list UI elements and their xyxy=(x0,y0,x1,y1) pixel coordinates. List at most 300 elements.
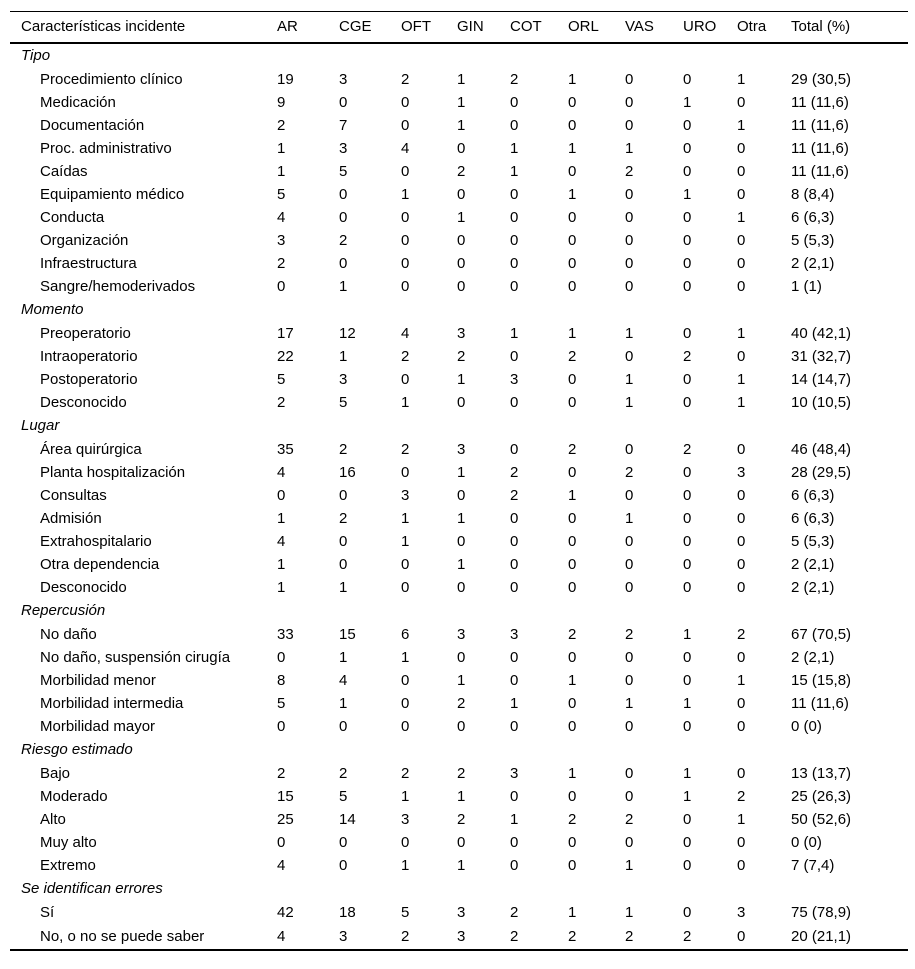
count-cell: 3 xyxy=(457,924,510,950)
count-cell: 5 xyxy=(339,393,348,411)
count-cell: 0 xyxy=(568,463,577,481)
row-label: Equipamiento médico xyxy=(40,185,185,203)
count-cell: 0 xyxy=(625,231,634,249)
count-cell: 0 xyxy=(625,277,634,295)
table-row xyxy=(10,854,908,877)
count-cell: 0 xyxy=(737,231,746,249)
total-cell: 2 (2,1) xyxy=(791,578,835,596)
count-cell: 0 xyxy=(510,277,519,295)
count-cell: 0 xyxy=(683,648,692,666)
count-cell: 1 xyxy=(277,162,286,180)
count-cell: 1 xyxy=(737,671,746,689)
count-cell: 5 xyxy=(277,370,286,388)
count-cell: 0 xyxy=(683,671,692,689)
count-cell: 2 xyxy=(683,347,692,365)
count-cell: 0 xyxy=(737,532,746,550)
count-cell: 1 xyxy=(737,370,746,388)
count-cell: 0 xyxy=(625,833,634,851)
count-cell: 1 xyxy=(457,856,466,874)
count-cell: 0 xyxy=(457,486,466,504)
section-row xyxy=(10,599,908,623)
count-cell: 0 xyxy=(683,486,692,504)
total-cell: 15 (15,8) xyxy=(791,671,852,689)
count-cell: 1 xyxy=(568,70,577,88)
total-cell: 2 (2,1) xyxy=(791,254,835,272)
count-cell: 3 xyxy=(457,324,466,342)
count-cell: 1 xyxy=(277,509,286,527)
count-cell: 0 xyxy=(510,532,519,550)
table-row xyxy=(10,68,908,91)
count-cell: 1 xyxy=(737,70,746,88)
count-cell: 1 xyxy=(683,764,692,782)
count-cell: 0 xyxy=(737,93,746,111)
count-cell: 1 xyxy=(510,324,519,342)
count-cell: 1 xyxy=(401,648,410,666)
table-row xyxy=(10,322,908,345)
count-cell: 2 xyxy=(510,70,519,88)
row-label: Otra dependencia xyxy=(40,555,160,573)
count-cell: 0 xyxy=(510,231,519,249)
count-cell: 0 xyxy=(457,578,466,596)
total-cell: 25 (26,3) xyxy=(791,787,852,805)
count-cell: 3 xyxy=(737,463,746,481)
count-cell: 0 xyxy=(568,787,577,805)
table-row xyxy=(10,831,908,854)
total-cell: 11 (11,6) xyxy=(791,139,849,157)
count-cell: 0 xyxy=(625,532,634,550)
count-cell: 5 xyxy=(277,185,286,203)
count-cell: 0 xyxy=(568,555,577,573)
count-cell: 7 xyxy=(339,116,348,134)
count-cell: 1 xyxy=(737,208,746,226)
count-cell: 3 xyxy=(457,903,466,921)
count-cell: 1 xyxy=(277,578,286,596)
count-cell: 2 xyxy=(277,116,286,134)
count-cell: 19 xyxy=(277,70,294,88)
row-label: Documentación xyxy=(40,116,145,134)
table-row xyxy=(10,507,908,530)
count-cell: 0 xyxy=(457,254,466,272)
count-cell: 0 xyxy=(401,254,410,272)
table-body xyxy=(10,43,908,950)
count-cell: 1 xyxy=(568,139,577,157)
count-cell: 2 xyxy=(737,787,746,805)
column-header-characteristics: Características incidente xyxy=(10,12,277,43)
section-title: Tipo xyxy=(21,47,51,64)
count-cell: 0 xyxy=(568,231,577,249)
count-cell: 0 xyxy=(401,93,410,111)
count-cell: 0 xyxy=(568,208,577,226)
count-cell: 4 xyxy=(277,463,286,481)
count-cell: 1 xyxy=(737,810,746,828)
row-label: Desconocido xyxy=(40,393,127,411)
count-cell: 0 xyxy=(568,509,577,527)
count-cell: 0 xyxy=(457,648,466,666)
count-cell: 0 xyxy=(683,208,692,226)
count-cell: 1 xyxy=(625,856,634,874)
count-cell: 0 xyxy=(683,370,692,388)
count-cell: 0 xyxy=(737,347,746,365)
incident-characteristics-table xyxy=(10,11,908,951)
count-cell: 4 xyxy=(277,532,286,550)
count-cell: 15 xyxy=(277,787,294,805)
count-cell: 0 xyxy=(510,440,519,458)
column-header-gin: GIN xyxy=(457,12,510,43)
count-cell: 2 xyxy=(277,393,286,411)
count-cell: 0 xyxy=(457,532,466,550)
row-label: Proc. administrativo xyxy=(40,139,172,157)
total-cell: 8 (8,4) xyxy=(791,185,835,203)
count-cell: 4 xyxy=(277,208,286,226)
count-cell: 0 xyxy=(401,116,410,134)
count-cell: 5 xyxy=(339,787,348,805)
count-cell: 0 xyxy=(737,694,746,712)
count-cell: 3 xyxy=(339,70,348,88)
column-header-cge: CGE xyxy=(339,12,401,43)
total-cell: 46 (48,4) xyxy=(791,440,852,458)
count-cell: 1 xyxy=(625,694,634,712)
total-cell: 0 (0) xyxy=(791,717,822,735)
count-cell: 3 xyxy=(339,139,348,157)
total-cell: 28 (29,5) xyxy=(791,463,852,481)
count-cell: 2 xyxy=(277,254,286,272)
total-cell: 67 (70,5) xyxy=(791,625,852,643)
count-cell: 1 xyxy=(737,324,746,342)
count-cell: 0 xyxy=(625,347,634,365)
count-cell: 0 xyxy=(683,856,692,874)
count-cell: 0 xyxy=(625,185,634,203)
count-cell: 0 xyxy=(737,717,746,735)
count-cell: 2 xyxy=(625,162,634,180)
row-label: No daño xyxy=(40,625,97,643)
count-cell: 0 xyxy=(457,185,466,203)
count-cell: 3 xyxy=(401,810,410,828)
total-cell: 10 (10,5) xyxy=(791,393,852,411)
count-cell: 17 xyxy=(277,324,294,342)
column-header-cot: COT xyxy=(510,12,568,43)
column-header-ar: AR xyxy=(277,12,339,43)
count-cell: 6 xyxy=(401,625,410,643)
count-cell: 4 xyxy=(277,856,286,874)
table-row xyxy=(10,715,908,738)
count-cell: 0 xyxy=(401,277,410,295)
header-row xyxy=(10,12,908,43)
count-cell: 2 xyxy=(683,924,737,950)
count-cell: 1 xyxy=(401,185,410,203)
count-cell: 2 xyxy=(457,347,466,365)
count-cell: 0 xyxy=(401,370,410,388)
count-cell: 1 xyxy=(401,856,410,874)
count-cell: 0 xyxy=(683,532,692,550)
count-cell: 0 xyxy=(510,578,519,596)
section-row xyxy=(10,877,908,901)
count-cell: 2 xyxy=(510,463,519,481)
table-row xyxy=(10,183,908,206)
total-cell: 40 (42,1) xyxy=(791,324,852,342)
total-cell: 75 (78,9) xyxy=(791,903,852,921)
count-cell: 1 xyxy=(457,671,466,689)
count-cell: 2 xyxy=(401,70,410,88)
count-cell: 3 xyxy=(510,764,519,782)
table-row xyxy=(10,484,908,507)
count-cell: 1 xyxy=(683,625,692,643)
count-cell: 2 xyxy=(683,440,692,458)
count-cell: 0 xyxy=(737,185,746,203)
total-cell: 6 (6,3) xyxy=(791,509,835,527)
count-cell: 2 xyxy=(568,924,625,950)
section-row xyxy=(10,43,908,68)
count-cell: 9 xyxy=(277,93,286,111)
count-cell: 5 xyxy=(277,694,286,712)
row-label: Muy alto xyxy=(40,833,97,851)
row-label: Caídas xyxy=(40,162,88,180)
count-cell: 35 xyxy=(277,440,294,458)
count-cell: 1 xyxy=(625,324,634,342)
total-cell: 11 (11,6) xyxy=(791,116,849,134)
count-cell: 1 xyxy=(510,810,519,828)
count-cell: 1 xyxy=(568,185,577,203)
row-label: Sí xyxy=(40,903,55,921)
count-cell: 1 xyxy=(401,509,410,527)
table-row xyxy=(10,553,908,576)
count-cell: 0 xyxy=(737,139,746,157)
count-cell: 1 xyxy=(457,208,466,226)
count-cell: 0 xyxy=(737,486,746,504)
count-cell: 0 xyxy=(510,833,519,851)
count-cell: 0 xyxy=(457,393,466,411)
count-cell: 0 xyxy=(737,856,746,874)
count-cell: 1 xyxy=(401,393,410,411)
section-title: Riesgo estimado xyxy=(21,741,133,758)
count-cell: 0 xyxy=(401,231,410,249)
count-cell: 3 xyxy=(510,625,519,643)
count-cell: 1 xyxy=(457,93,466,111)
count-cell: 0 xyxy=(510,254,519,272)
column-header-total: Total (%) xyxy=(791,12,908,43)
count-cell: 0 xyxy=(683,509,692,527)
count-cell: 0 xyxy=(568,116,577,134)
table-row xyxy=(10,461,908,484)
table-row xyxy=(10,785,908,808)
count-cell: 0 xyxy=(401,578,410,596)
count-cell: 0 xyxy=(339,555,348,573)
count-cell: 0 xyxy=(339,717,348,735)
count-cell: 0 xyxy=(510,185,519,203)
row-label: Alto xyxy=(40,810,66,828)
total-cell: 50 (52,6) xyxy=(791,810,852,828)
section-row xyxy=(10,298,908,322)
count-cell: 0 xyxy=(510,555,519,573)
count-cell: 0 xyxy=(568,694,577,712)
count-cell: 0 xyxy=(339,486,348,504)
count-cell: 0 xyxy=(683,70,692,88)
count-cell: 0 xyxy=(737,509,746,527)
count-cell: 0 xyxy=(625,555,634,573)
count-cell: 0 xyxy=(683,254,692,272)
table-row xyxy=(10,646,908,669)
count-cell: 2 xyxy=(625,625,634,643)
count-cell: 0 xyxy=(683,903,692,921)
count-cell: 0 xyxy=(568,254,577,272)
count-cell: 25 xyxy=(277,810,294,828)
column-header-vas: VAS xyxy=(625,12,683,43)
count-cell: 12 xyxy=(339,324,356,342)
table-row xyxy=(10,576,908,599)
count-cell: 2 xyxy=(339,764,348,782)
count-cell: 0 xyxy=(737,440,746,458)
section-title: Lugar xyxy=(21,417,60,434)
count-cell: 0 xyxy=(401,671,410,689)
count-cell: 0 xyxy=(568,856,577,874)
count-cell: 0 xyxy=(568,393,577,411)
count-cell: 0 xyxy=(401,833,410,851)
count-cell: 3 xyxy=(457,625,466,643)
row-label: Sangre/hemoderivados xyxy=(40,277,196,295)
count-cell: 0 xyxy=(683,555,692,573)
table-row xyxy=(10,762,908,785)
count-cell: 0 xyxy=(510,347,519,365)
count-cell: 0 xyxy=(625,648,634,666)
count-cell: 0 xyxy=(625,671,634,689)
count-cell: 5 xyxy=(401,903,410,921)
count-cell: 0 xyxy=(510,393,519,411)
count-cell: 2 xyxy=(568,347,577,365)
total-cell: 29 (30,5) xyxy=(791,70,852,88)
count-cell: 2 xyxy=(277,764,286,782)
total-cell: 6 (6,3) xyxy=(791,208,835,226)
count-cell: 1 xyxy=(683,93,692,111)
count-cell: 1 xyxy=(683,694,692,712)
count-cell: 1 xyxy=(568,903,577,921)
count-cell: 4 xyxy=(401,139,410,157)
count-cell: 2 xyxy=(568,625,577,643)
count-cell: 0 xyxy=(339,856,348,874)
row-label: Preoperatorio xyxy=(40,324,131,342)
count-cell: 0 xyxy=(401,717,410,735)
count-cell: 0 xyxy=(510,648,519,666)
count-cell: 3 xyxy=(339,924,401,950)
count-cell: 0 xyxy=(457,231,466,249)
count-cell: 1 xyxy=(277,555,286,573)
count-cell: 0 xyxy=(277,717,286,735)
count-cell: 0 xyxy=(625,208,634,226)
count-cell: 0 xyxy=(510,116,519,134)
count-cell: 3 xyxy=(457,440,466,458)
count-cell: 4 xyxy=(339,671,348,689)
count-cell: 1 xyxy=(457,70,466,88)
count-cell: 1 xyxy=(510,139,519,157)
total-cell: 0 (0) xyxy=(791,833,822,851)
row-label: Consultas xyxy=(40,486,107,504)
count-cell: 0 xyxy=(683,139,692,157)
count-cell: 0 xyxy=(339,833,348,851)
count-cell: 2 xyxy=(457,694,466,712)
count-cell: 2 xyxy=(339,231,348,249)
count-cell: 18 xyxy=(339,903,356,921)
row-label: Morbilidad intermedia xyxy=(40,694,184,712)
row-label: Desconocido xyxy=(40,578,127,596)
count-cell: 0 xyxy=(339,254,348,272)
table-row xyxy=(10,252,908,275)
count-cell: 14 xyxy=(339,810,356,828)
count-cell: 0 xyxy=(401,463,410,481)
count-cell: 0 xyxy=(510,509,519,527)
total-cell: 11 (11,6) xyxy=(791,694,849,712)
section-row xyxy=(10,738,908,762)
count-cell: 2 xyxy=(737,625,746,643)
row-label: Conducta xyxy=(40,208,105,226)
count-cell: 0 xyxy=(401,555,410,573)
count-cell: 0 xyxy=(737,277,746,295)
count-cell: 1 xyxy=(625,393,634,411)
count-cell: 0 xyxy=(683,277,692,295)
count-cell: 1 xyxy=(568,486,577,504)
count-cell: 2 xyxy=(457,764,466,782)
table-row xyxy=(10,368,908,391)
count-cell: 2 xyxy=(339,440,348,458)
count-cell: 2 xyxy=(401,347,410,365)
count-cell: 0 xyxy=(737,833,746,851)
row-label: Bajo xyxy=(40,764,71,782)
count-cell: 0 xyxy=(683,116,692,134)
column-header-oft: OFT xyxy=(401,12,457,43)
count-cell: 0 xyxy=(625,486,634,504)
row-label: Extremo xyxy=(40,856,96,874)
count-cell: 0 xyxy=(568,717,577,735)
total-cell: 7 (7,4) xyxy=(791,856,835,874)
count-cell: 1 xyxy=(457,509,466,527)
table-row xyxy=(10,692,908,715)
count-cell: 2 xyxy=(568,810,577,828)
count-cell: 1 xyxy=(457,787,466,805)
row-label: Intraoperatorio xyxy=(40,347,138,365)
count-cell: 1 xyxy=(683,787,692,805)
count-cell: 5 xyxy=(339,162,348,180)
count-cell: 3 xyxy=(277,231,286,249)
count-cell: 0 xyxy=(277,833,286,851)
count-cell: 1 xyxy=(401,787,410,805)
count-cell: 15 xyxy=(339,625,356,643)
count-cell: 0 xyxy=(625,717,634,735)
count-cell: 8 xyxy=(277,671,286,689)
total-cell: 6 (6,3) xyxy=(791,486,835,504)
row-label: Postoperatorio xyxy=(40,370,138,388)
count-cell: 3 xyxy=(737,903,746,921)
count-cell: 0 xyxy=(683,833,692,851)
count-cell: 0 xyxy=(339,532,348,550)
count-cell: 0 xyxy=(625,440,634,458)
count-cell: 0 xyxy=(457,139,466,157)
count-cell: 0 xyxy=(457,717,466,735)
count-cell: 1 xyxy=(457,555,466,573)
count-cell: 0 xyxy=(683,162,692,180)
count-cell: 1 xyxy=(683,185,692,203)
table-row xyxy=(10,901,908,924)
row-label: Infraestructura xyxy=(40,254,137,272)
count-cell: 42 xyxy=(277,903,294,921)
count-cell: 3 xyxy=(510,370,519,388)
count-cell: 0 xyxy=(737,555,746,573)
count-cell: 0 xyxy=(683,810,692,828)
count-cell: 1 xyxy=(625,903,634,921)
total-cell: 5 (5,3) xyxy=(791,532,835,550)
count-cell: 4 xyxy=(277,924,339,950)
total-cell: 20 (21,1) xyxy=(791,924,908,950)
count-cell: 0 xyxy=(401,162,410,180)
table-row xyxy=(10,275,908,298)
table-row xyxy=(10,91,908,114)
count-cell: 2 xyxy=(401,440,410,458)
